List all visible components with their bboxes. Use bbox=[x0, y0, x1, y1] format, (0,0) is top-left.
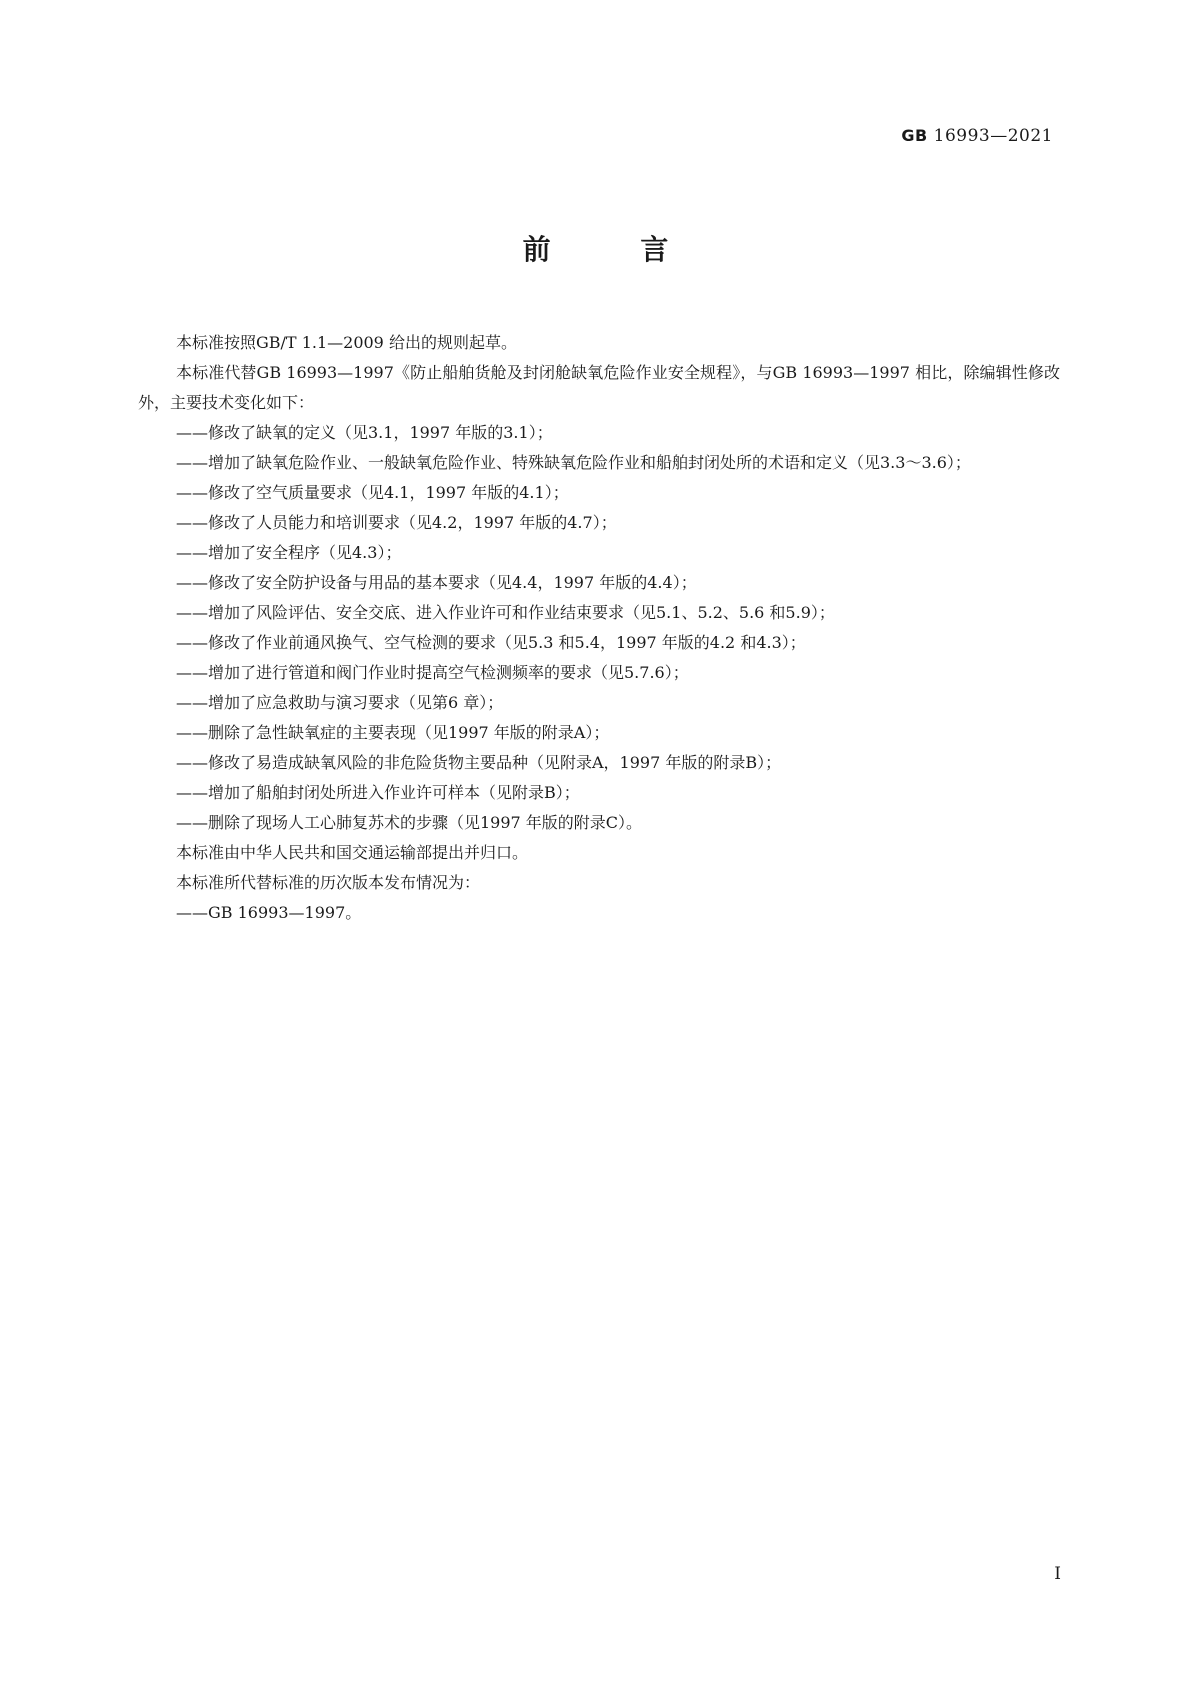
foreword-body bbox=[138, 328, 1060, 928]
document-code bbox=[901, 126, 1053, 146]
standard-number: 16993—2021 bbox=[933, 126, 1053, 146]
page-title: 前 言 bbox=[522, 233, 709, 266]
change-item: ——修改了缺氧的定义（见3.1，1997 年版的3.1）； bbox=[176, 423, 553, 442]
change-item: ——增加了进行管道和阀门作业时提高空气检测频率的要求（见5.7.6）； bbox=[176, 663, 689, 682]
change-item: ——增加了风险评估、安全交底、进入作业许可和作业结束要求（见5.1、5.2、5.6 和5.9）； bbox=[176, 603, 835, 622]
page-number: I bbox=[1054, 1564, 1061, 1584]
change-item: ——修改了人员能力和培训要求（见4.2，1997 年版的4.7）； bbox=[176, 513, 617, 532]
change-item: ——修改了空气质量要求（见4.1，1997 年版的4.1）； bbox=[176, 483, 569, 502]
change-item: ——删除了急性缺氧症的主要表现（见1997 年版的附录A）； bbox=[176, 723, 610, 742]
change-item: ——修改了作业前通风换气、空气检测的要求（见5.3 和5.4，1997 年版的4.2 和4.3）； bbox=[176, 633, 806, 652]
change-item: ——增加了应急救助与演习要求（见第6 章）； bbox=[176, 693, 504, 712]
previous-version-item: ——GB 16993—1997。 bbox=[176, 903, 362, 922]
change-item: ——修改了易造成缺氧风险的非危险货物主要品种（见附录A，1997 年版的附录B）； bbox=[176, 753, 782, 772]
change-item: ——增加了船舶封闭处所进入作业许可样本（见附录B）； bbox=[176, 783, 580, 802]
history-paragraph: 本标准所代替标准的历次版本发布情况为： bbox=[176, 873, 481, 892]
change-item: ——删除了现场人工心肺复苏术的步骤（见1997 年版的附录C）。 bbox=[176, 813, 643, 832]
change-item: ——增加了缺氧危险作业、一般缺氧危险作业、特殊缺氧危险作业和船舶封闭处所的术语和定义（见3.3～3.6）； bbox=[176, 453, 971, 472]
replacement-paragraph: 本标准代替GB 16993—1997《防止船舶货舱及封闭舱缺氧危险作业安全规程》，与GB 16993—1997 相比，除编辑性修改外，主要技术变化如下： bbox=[138, 363, 1060, 412]
proposer-paragraph: 本标准由中华人民共和国交通运输部提出并归口。 bbox=[176, 843, 529, 862]
change-item: ——修改了安全防护设备与用品的基本要求（见4.4，1997 年版的4.4）； bbox=[176, 573, 697, 592]
change-item: ——增加了安全程序（见4.3）； bbox=[176, 543, 402, 562]
standard-prefix: GB bbox=[901, 126, 928, 145]
drafting-rule-paragraph: 本标准按照GB/T 1.1—2009 给出的规则起草。 bbox=[176, 333, 517, 352]
